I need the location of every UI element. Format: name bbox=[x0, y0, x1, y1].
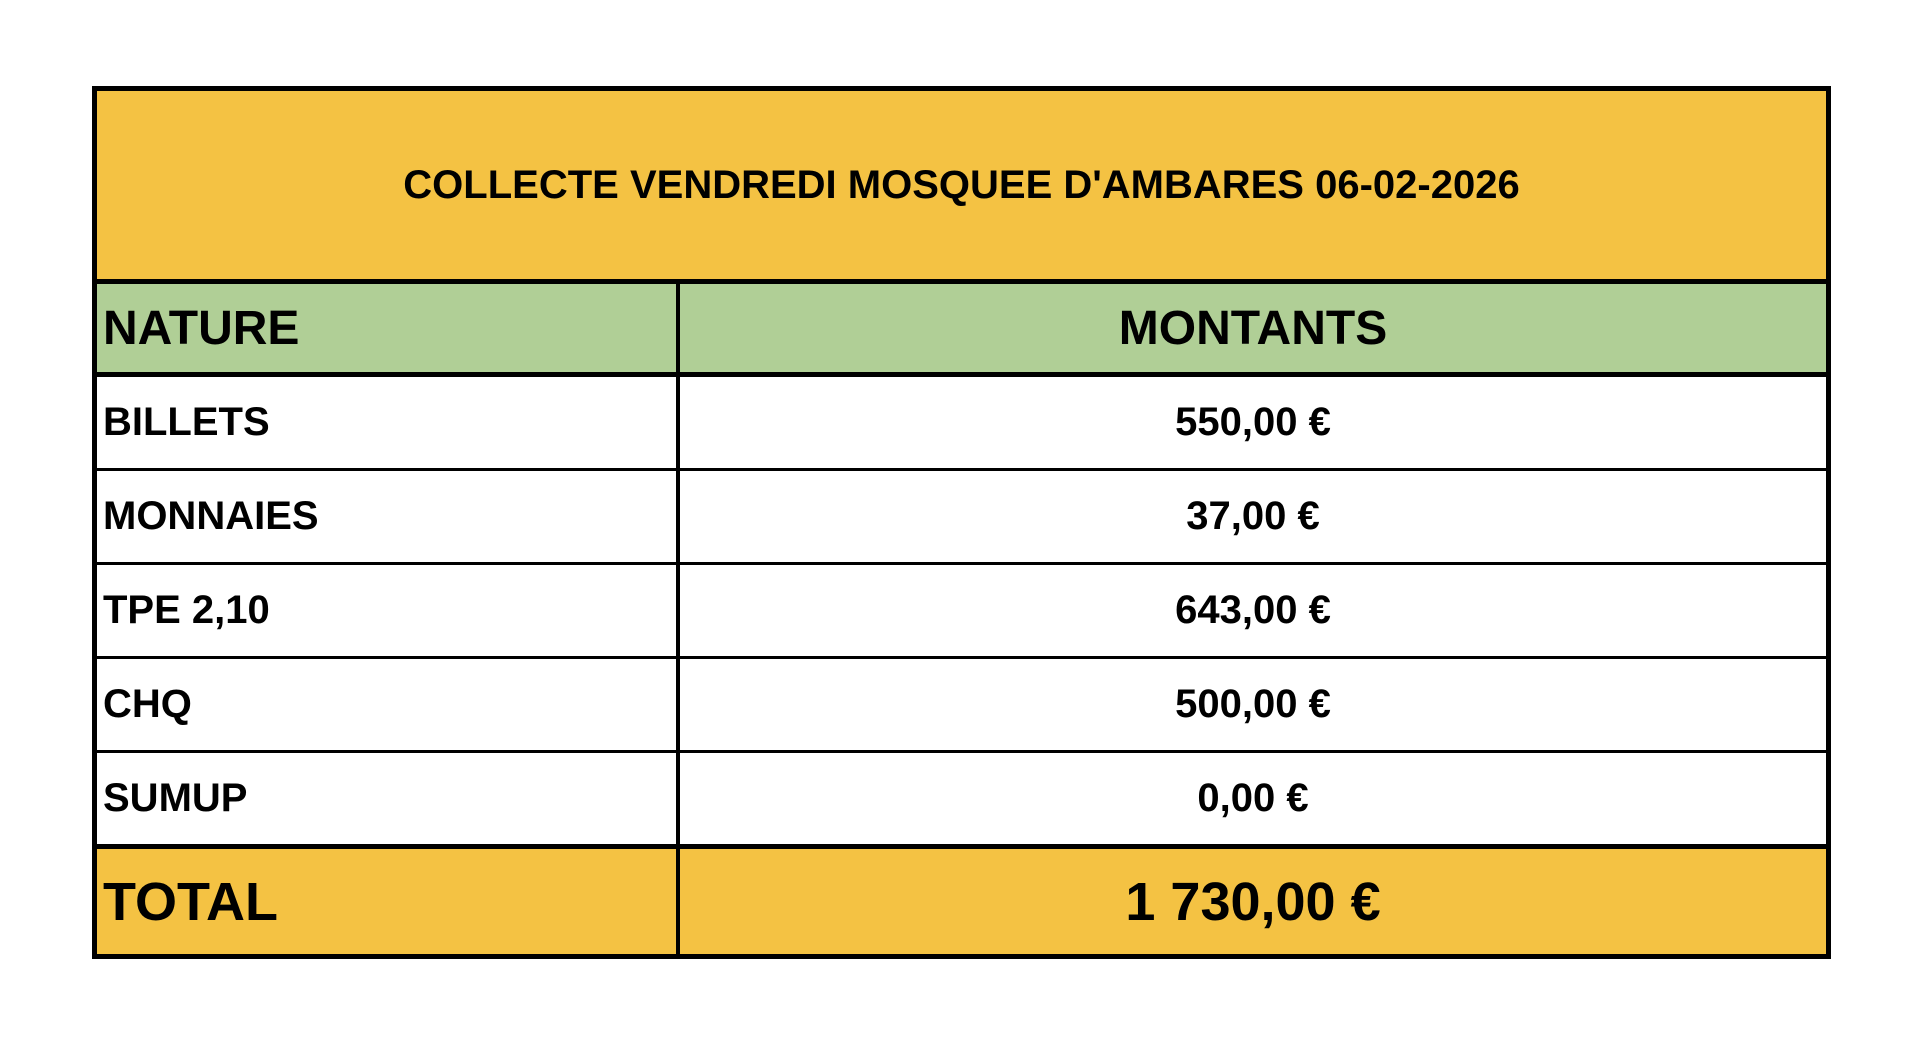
header-row bbox=[97, 284, 1826, 377]
row-montant: 500,00 € bbox=[1175, 682, 1331, 726]
header-montants: MONTANTS bbox=[1118, 301, 1388, 355]
row-montant: 37,00 € bbox=[1186, 494, 1320, 538]
table-row bbox=[97, 377, 1826, 471]
table-row bbox=[97, 471, 1826, 565]
row-montant: 643,00 € bbox=[1175, 588, 1331, 632]
row-nature: SUMUP bbox=[97, 753, 680, 844]
table-row bbox=[97, 659, 1826, 753]
total-value: 1 730,00 € bbox=[1125, 871, 1381, 932]
row-montant: 0,00 € bbox=[1197, 776, 1309, 820]
row-montant: 550,00 € bbox=[1175, 400, 1331, 444]
row-nature: TPE 2,10 bbox=[97, 565, 680, 656]
table-row bbox=[97, 565, 1826, 659]
table-title: COLLECTE VENDREDI MOSQUEE D'AMBARES 06-02-2026 bbox=[97, 91, 1826, 284]
header-nature: NATURE bbox=[97, 284, 680, 372]
table-row bbox=[97, 753, 1826, 849]
row-nature: BILLETS bbox=[97, 377, 680, 468]
collection-table bbox=[92, 86, 1831, 959]
row-nature: CHQ bbox=[97, 659, 680, 750]
row-nature: MONNAIES bbox=[97, 471, 680, 562]
total-row bbox=[97, 849, 1826, 954]
total-label: TOTAL bbox=[97, 849, 680, 954]
